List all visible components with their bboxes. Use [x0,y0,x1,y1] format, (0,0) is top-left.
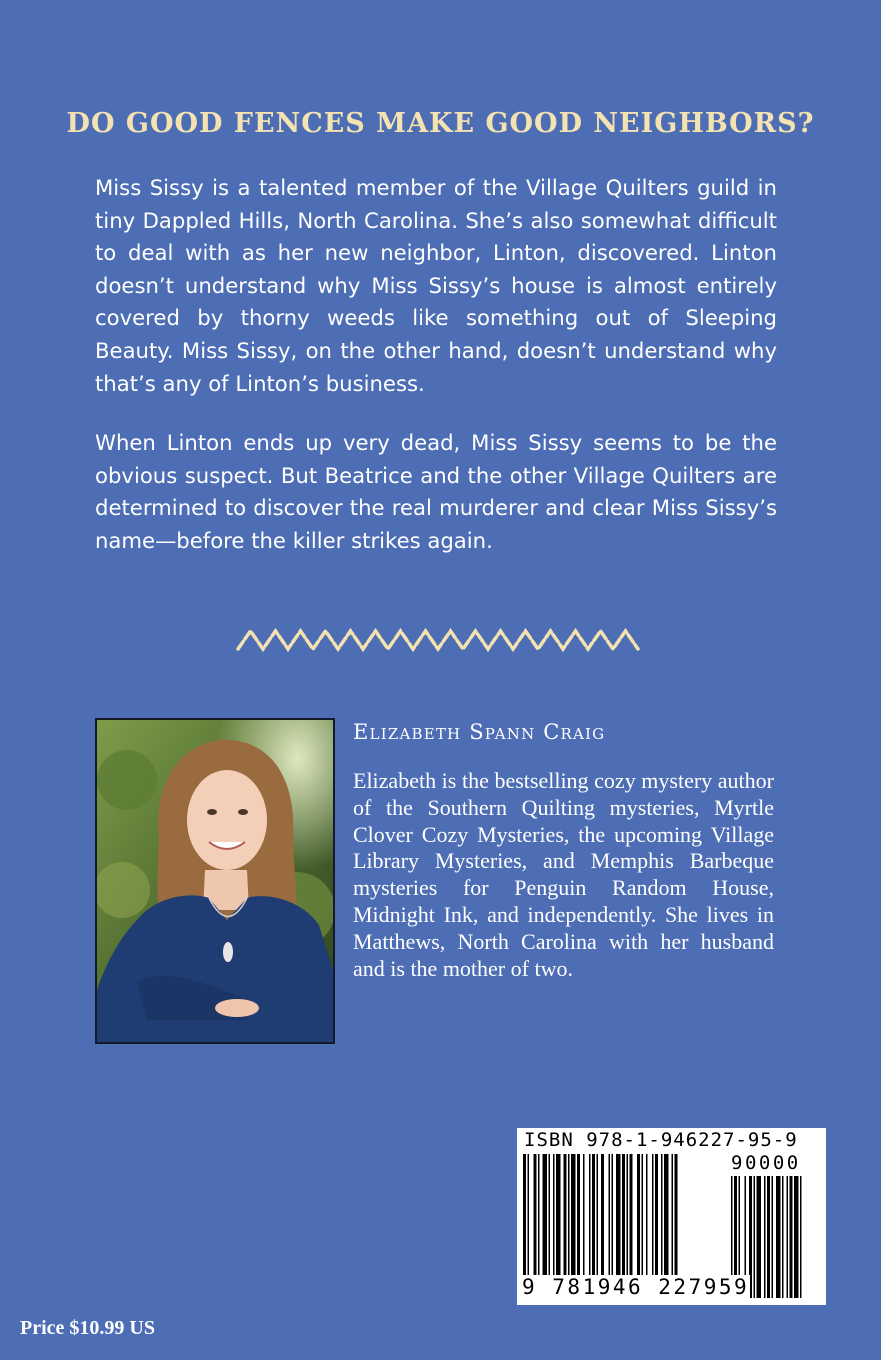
author-name: Elizabeth Spann Craig [353,720,606,744]
zigzag-divider-icon [236,625,640,655]
isbn-number: ISBN 978-1-946227-95-9 [524,1129,798,1151]
author-bio: Elizabeth is the bestselling cozy mystery author of the Southern Quilting mysteries, Myrtle Clover Cozy Mysteries, the upcoming Village Library Mysteries, and Memphis Barbeque mysteries for Penguin Random House, Midnight Ink, and independently. She lives in Matthews, North Carolina with her husband and is the mother of two. [353,768,774,981]
blurb-paragraph-1: Miss Sissy is a talented member of the Village Quilters guild in tiny Dappled Hills, North Carolina. She’s also somewhat difficult to deal with as her new neighbor, Linton, discovered. Linton doesn’t understand why Miss Sissy’s house is almost entirely covered by thorny weeds like something out of Sleeping Beauty. Miss Sissy, on the other hand, doesn’t understand why that’s any of Linton’s business. [95,175,777,396]
headline: DO GOOD FENCES MAKE GOOD NEIGHBORS? [66,108,815,139]
ean-number: 9 781946 227959 [522,1275,750,1299]
barcode-price-code: 90000 [731,1152,801,1174]
isbn-barcode [517,1128,826,1305]
author-photo [95,718,335,1044]
price-label: Price $10.99 US [20,1317,155,1339]
blurb-paragraph-2: When Linton ends up very dead, Miss Sissy seems to be the obvious suspect. But Beatrice and the other Village Quilters are determined to discover the real murderer and clear Miss Sissy’s name—before the killer strikes again. [95,430,777,553]
